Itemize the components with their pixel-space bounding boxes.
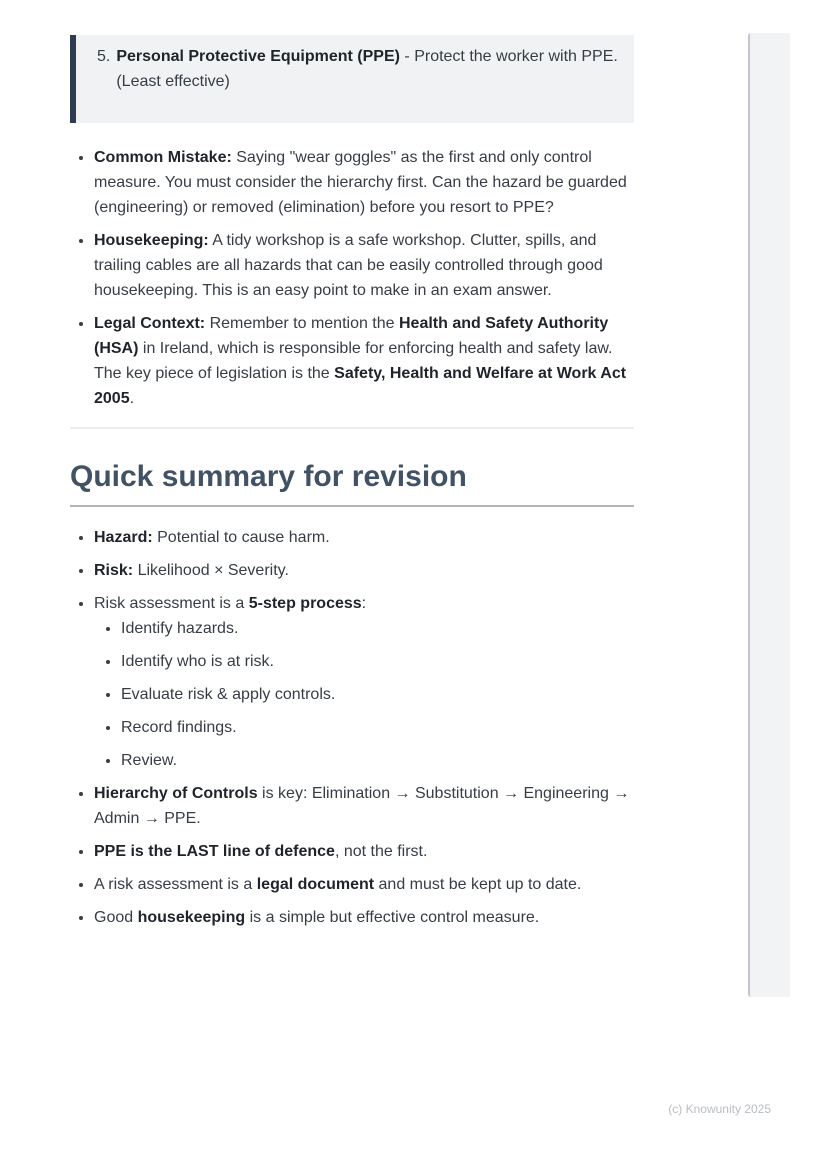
list-item-text	[94, 843, 427, 860]
list-item	[94, 905, 634, 930]
bold-text: Safety, Health and Welfare at Work Act 2005	[94, 365, 627, 407]
bold-text: Health and Safety Authority (HSA)	[94, 315, 609, 357]
list-item-text	[94, 785, 629, 827]
bold-text: PPE is the LAST line of defence	[94, 843, 335, 860]
text-run: , not the first.	[334, 843, 428, 860]
text-run: - Protect the worker with PPE. (Least effective)	[116, 48, 618, 90]
nested-list-item: • Evaluate risk & apply controls.	[121, 682, 634, 707]
list-item	[94, 311, 634, 411]
bold-text: 5-step process	[248, 595, 362, 612]
bold-text: housekeeping	[137, 909, 246, 926]
list-item	[94, 839, 634, 864]
text-run: :	[361, 595, 367, 612]
bold-text: Common Mistake:	[94, 149, 232, 166]
text-run: in Ireland, which is responsible for enforcing health and safety law. The key piece of legislation is the	[94, 340, 613, 382]
text-run: Remember to mention the	[205, 315, 399, 332]
list-item-text	[94, 876, 581, 893]
bold-text: legal document	[256, 876, 375, 893]
bold-text: Risk:	[94, 562, 134, 579]
text-run: .	[129, 390, 135, 407]
bold-text: Personal Protective Equipment (PPE)	[116, 48, 400, 65]
list-item	[94, 558, 634, 583]
list-item-text	[94, 909, 539, 926]
list-item-text	[94, 529, 330, 546]
list-item-number: 5.	[97, 48, 111, 65]
adjacent-page-edge	[748, 33, 790, 997]
bold-text: Hazard:	[94, 529, 153, 546]
text-run: A risk assessment is a	[94, 876, 257, 893]
text-run: Saying "wear goggles" as the first and only control measure. You must consider the hierarchy first. Can the hazard be guarded (engineering) or removed (elimination) before you resort to PPE?	[94, 149, 627, 216]
list-item	[94, 781, 634, 831]
text-run: and must be kept up to date.	[374, 876, 582, 893]
bold-text: Housekeeping:	[94, 232, 209, 249]
list-item	[94, 228, 634, 303]
document-page	[70, 0, 634, 938]
section-divider	[70, 427, 634, 429]
text-run: Potential to cause harm.	[152, 529, 330, 546]
text-run: A tidy workshop is a safe workshop. Clutter, spills, and trailing cables are all hazards that can be easily controlled through good housekeeping. This is an easy point to make in an exam answer.	[94, 232, 603, 299]
nested-list-item: • Review.	[121, 748, 634, 773]
nested-list	[94, 616, 634, 773]
nested-list-item: • Identify hazards.	[121, 616, 634, 641]
text-run: Risk assessment is a	[94, 595, 249, 612]
blockquote-callout	[70, 35, 634, 123]
list-item-text	[116, 44, 618, 94]
list-item	[94, 591, 634, 773]
nested-list-item: • Record findings.	[121, 715, 634, 740]
list-item-text	[94, 562, 289, 579]
ordered-list-item	[97, 44, 618, 94]
text-run: Good	[94, 909, 138, 926]
text-run: is a simple but effective control measure.	[245, 909, 540, 926]
list-item	[94, 145, 634, 220]
bold-text: Hierarchy of Controls	[94, 785, 258, 802]
section-heading: Quick summary for revision	[70, 458, 634, 507]
copyright-footer: (c) Knowunity 2025	[668, 1102, 771, 1116]
list-item	[94, 525, 634, 550]
notes-list	[70, 145, 634, 411]
text-run: Likelihood × Severity.	[133, 562, 289, 579]
list-item-text	[94, 232, 603, 299]
list-item	[94, 872, 634, 897]
summary-list	[70, 525, 634, 930]
list-item-text	[94, 315, 626, 407]
text-run: is key: Elimination → Substitution → Engineering → Admin → PPE.	[94, 785, 630, 827]
bold-text: Legal Context:	[94, 315, 206, 332]
list-item-text	[94, 149, 627, 216]
list-item-text	[94, 595, 366, 612]
nested-list-item: • Identify who is at risk.	[121, 649, 634, 674]
